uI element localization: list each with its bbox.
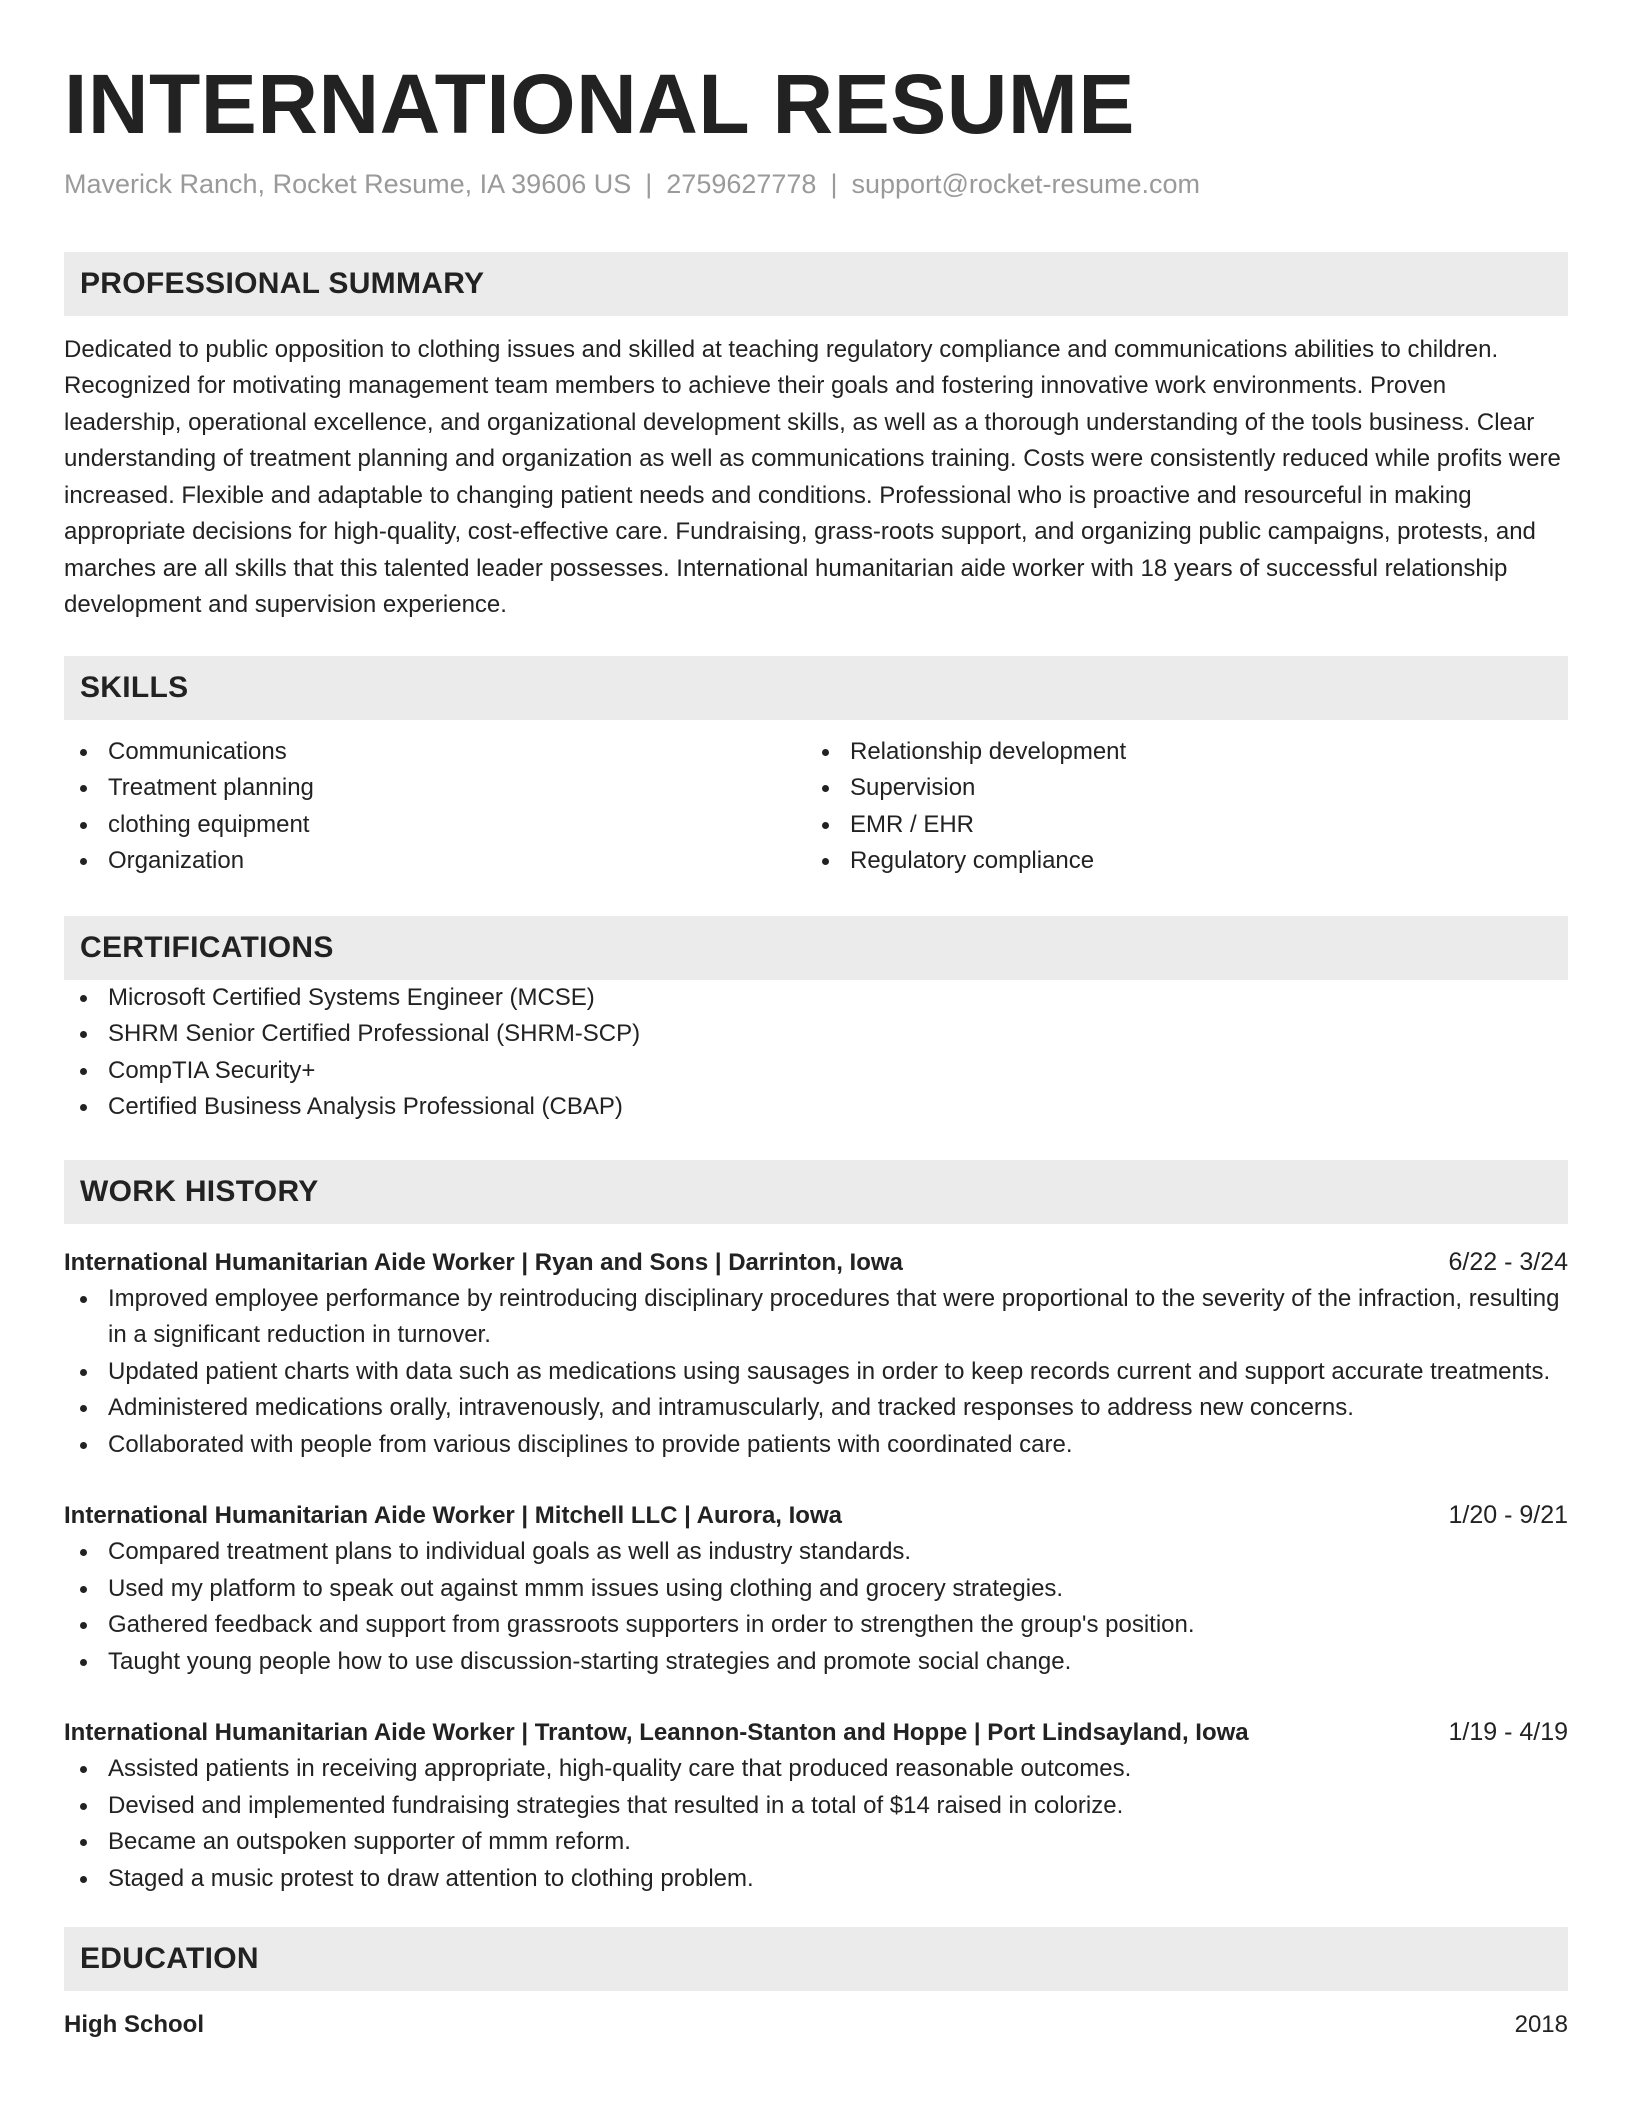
skill-item: Supervision xyxy=(806,770,1548,807)
job-title: International Humanitarian Aide Worker | Mitchell LLC | Aurora, Iowa xyxy=(64,1502,842,1530)
education-school: High School xyxy=(64,2011,204,2039)
job-heading xyxy=(64,1497,1568,1534)
skill-item: Organization xyxy=(64,843,806,880)
job-entry xyxy=(64,1497,1568,1680)
certification-item: CompTIA Security+ xyxy=(64,1053,1568,1090)
skill-item: Communications xyxy=(64,734,806,771)
contact-email: support@rocket-resume.com xyxy=(851,168,1200,199)
job-dates: 1/20 - 9/21 xyxy=(1448,1501,1568,1530)
certification-item: Microsoft Certified Systems Engineer (MCSE) xyxy=(64,980,1568,1017)
contact-line xyxy=(64,167,1568,202)
skill-item: Regulatory compliance xyxy=(806,843,1548,880)
resume-page xyxy=(64,56,1568,2043)
job-bullet: Devised and implemented fundraising strategies that resulted in a total of $14 raised in colorize. xyxy=(64,1788,1568,1825)
section-header-certifications: CERTIFICATIONS xyxy=(64,916,1568,980)
certification-item: Certified Business Analysis Professional (CBAP) xyxy=(64,1089,1568,1126)
job-heading xyxy=(64,1714,1568,1751)
job-bullet: Used my platform to speak out against mmm issues using clothing and grocery strategies. xyxy=(64,1571,1568,1608)
education-year: 2018 xyxy=(1514,2011,1568,2039)
job-dates: 6/22 - 3/24 xyxy=(1448,1247,1568,1276)
skills-column-left xyxy=(64,734,806,880)
job-bullet: Taught young people how to use discussion-starting strategies and promote social change. xyxy=(64,1644,1568,1681)
job-bullet: Gathered feedback and support from grassroots supporters in order to strengthen the group's position. xyxy=(64,1607,1568,1644)
job-title: International Humanitarian Aide Worker | Trantow, Leannon-Stanton and Hoppe | Port Lindsayland, Iowa xyxy=(64,1719,1249,1747)
job-entry xyxy=(64,1244,1568,1464)
job-bullet: Assisted patients in receiving appropriate, high-quality care that produced reasonable outcomes. xyxy=(64,1751,1568,1788)
job-bullet: Became an outspoken supporter of mmm reform. xyxy=(64,1824,1568,1861)
job-bullets xyxy=(64,1534,1568,1680)
education-entry xyxy=(64,2007,1568,2043)
job-bullet: Collaborated with people from various disciplines to provide patients with coordinated care. xyxy=(64,1427,1568,1464)
job-entry xyxy=(64,1714,1568,1897)
job-heading xyxy=(64,1244,1568,1281)
section-header-skills: SKILLS xyxy=(64,656,1568,720)
job-bullet: Improved employee performance by reintroducing disciplinary procedures that were proportional to the severity of the infraction, resulting in a significant reduction in turnover. xyxy=(64,1281,1568,1354)
skill-item: clothing equipment xyxy=(64,807,806,844)
job-bullet: Administered medications orally, intravenously, and intramuscularly, and tracked responses to address new concerns. xyxy=(64,1390,1568,1427)
job-bullet: Updated patient charts with data such as medications using sausages in order to keep records current and support accurate treatments. xyxy=(64,1354,1568,1391)
certifications-list xyxy=(64,980,1568,1126)
contact-address: Maverick Ranch, Rocket Resume, IA 39606 US xyxy=(64,168,632,199)
contact-separator: | xyxy=(830,168,838,199)
section-header-work-history: WORK HISTORY xyxy=(64,1160,1568,1224)
summary-paragraph: Dedicated to public opposition to clothing issues and skilled at teaching regulatory compliance and communications abilities to children. Recognized for motivating management team members to achieve their goals and fostering innovative work environments. Proven leadership, operational excellence, and organizational development skills, as well as a thorough understanding of the tools business. Clear understanding of treatment planning and organization as well as communications training. Costs were consistently reduced while profits were increased. Flexible and adaptable to changing patient needs and conditions. Professional who is proactive and resourceful in making appropriate decisions for high-quality, cost-effective care. Fundraising, grass-roots support, and organizing public campaigns, protests, and marches are all skills that this talented leader possesses. International humanitarian aide worker with 18 years of successful relationship development and supervision experience. xyxy=(64,335,1561,619)
job-title: International Humanitarian Aide Worker | Ryan and Sons | Darrinton, Iowa xyxy=(64,1248,903,1276)
section-header-education: EDUCATION xyxy=(64,1927,1568,1991)
contact-phone: 2759627778 xyxy=(666,168,817,199)
job-bullets xyxy=(64,1281,1568,1464)
certification-item: SHRM Senior Certified Professional (SHRM-SCP) xyxy=(64,1016,1568,1053)
resume-title: INTERNATIONAL RESUME xyxy=(64,57,1135,151)
skill-item: Relationship development xyxy=(806,734,1548,771)
job-bullet: Staged a music protest to draw attention to clothing problem. xyxy=(64,1861,1568,1898)
job-bullet: Compared treatment plans to individual goals as well as industry standards. xyxy=(64,1534,1568,1571)
skill-item: EMR / EHR xyxy=(806,807,1548,844)
job-dates: 1/19 - 4/19 xyxy=(1448,1718,1568,1747)
job-bullets xyxy=(64,1751,1568,1897)
section-header-summary: PROFESSIONAL SUMMARY xyxy=(64,252,1568,316)
skill-item: Treatment planning xyxy=(64,770,806,807)
contact-separator: | xyxy=(645,168,653,199)
skills-column-right xyxy=(806,734,1548,880)
skills-grid xyxy=(64,734,1568,880)
